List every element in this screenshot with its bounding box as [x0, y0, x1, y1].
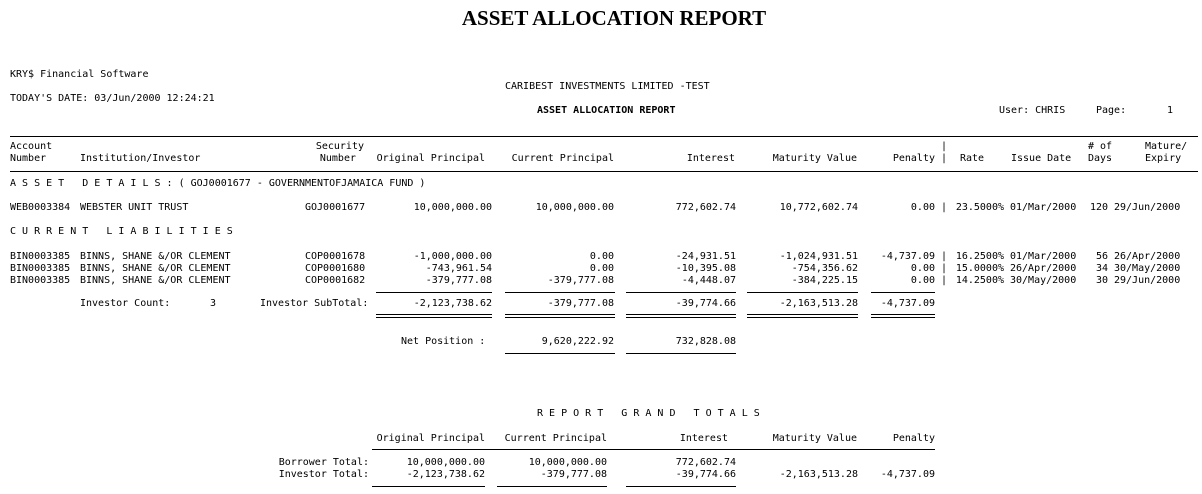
issue-date: 30/May/2000: [1010, 275, 1077, 286]
grand-totals-heading: R E P O R T G R A N D T O T A L S: [537, 408, 760, 419]
security-number: GOJ0001677: [305, 202, 366, 213]
subtotal-double-rule-maturity: [747, 314, 858, 318]
investor-total-interest: -39,774.66: [675, 469, 736, 480]
security-number: COP0001682: [305, 275, 366, 286]
days: 56: [1095, 251, 1108, 262]
gt-rule-original: [372, 486, 485, 487]
issue-date: 01/Mar/2000: [1010, 251, 1077, 262]
col-days-line1: # of: [1088, 141, 1113, 152]
net-position-rule-interest: [626, 353, 736, 354]
gt-col-original: Original Principal: [376, 433, 485, 444]
company-name: CARIBEST INVESTMENTS LIMITED -TEST: [505, 81, 710, 92]
col-separator-line1: |: [941, 141, 948, 152]
subtotal-double-rule-original: [376, 314, 492, 318]
col-separator-line2: |: [941, 153, 948, 164]
original-principal: -1,000,000.00: [413, 251, 492, 262]
col-institution: Institution/Investor: [80, 153, 201, 164]
institution-name: BINNS, SHANE &/OR CLEMENT: [80, 263, 231, 274]
col-account-line1: Account: [10, 141, 53, 152]
subtotal-double-rule-current: [505, 314, 615, 318]
page-number: 1: [1166, 105, 1173, 116]
gt-col-maturity: Maturity Value: [772, 433, 857, 444]
days: 120: [1089, 202, 1108, 213]
maturity-value: 10,772,602.74: [779, 202, 858, 213]
asset-details-heading: A S S E T D E T A I L S : ( GOJ0001677 - GOVERNMENTOFJAMAICA FUND ): [10, 178, 426, 189]
security-number: COP0001678: [305, 251, 366, 262]
days: 34: [1095, 263, 1108, 274]
report-subtitle: ASSET ALLOCATION REPORT: [537, 105, 676, 116]
subtotal-maturity: -2,163,513.28: [779, 298, 858, 309]
account-number: BIN0003385: [10, 275, 71, 286]
mature-date: 29/Jun/2000: [1114, 275, 1181, 286]
separator: |: [941, 263, 948, 274]
institution-name: BINNS, SHANE &/OR CLEMENT: [80, 251, 231, 262]
col-rate: Rate: [960, 153, 985, 164]
separator: |: [941, 275, 948, 286]
institution-name: WEBSTER UNIT TRUST: [80, 202, 189, 213]
original-principal: -379,777.08: [425, 275, 492, 286]
current-principal: -379,777.08: [547, 275, 614, 286]
issue-date: 26/Apr/2000: [1010, 263, 1077, 274]
rate: 15.0000%: [955, 263, 1004, 274]
net-position-current: 9,620,222.92: [541, 336, 614, 347]
col-original-principal: Original Principal: [376, 153, 485, 164]
net-position-label: Net Position :: [401, 336, 486, 347]
investor-count-label: Investor Count:: [80, 298, 171, 309]
header-bottom-rule: [10, 171, 1198, 172]
net-position-interest: 732,828.08: [675, 336, 736, 347]
subtotal-penalty: -4,737.09: [880, 298, 935, 309]
penalty: 0.00: [910, 202, 935, 213]
col-mature-line2: Expiry: [1145, 153, 1182, 164]
maturity-value: -384,225.15: [791, 275, 858, 286]
mature-date: 26/Apr/2000: [1114, 251, 1181, 262]
days: 30: [1095, 275, 1108, 286]
col-mature-line1: Mature/: [1145, 141, 1188, 152]
account-number: BIN0003385: [10, 251, 71, 262]
interest: -10,395.08: [675, 263, 736, 274]
liabilities-heading: C U R R E N T L I A B I L I T I E S: [10, 226, 233, 237]
original-principal: -743,961.54: [425, 263, 492, 274]
col-issue-date: Issue Date: [1011, 153, 1072, 164]
interest: -24,931.51: [675, 251, 736, 262]
borrower-total-label: Borrower Total:: [278, 457, 369, 468]
report-date: TODAY'S DATE: 03/Jun/2000 12:24:21: [10, 93, 215, 104]
page-label: Page:: [1096, 105, 1127, 116]
current-principal: 10,000,000.00: [535, 202, 614, 213]
account-number: WEB0003384: [10, 202, 71, 213]
current-principal: 0.00: [589, 263, 614, 274]
col-current-principal: Current Principal: [511, 153, 614, 164]
interest: 772,602.74: [675, 202, 736, 213]
penalty: 0.00: [910, 275, 935, 286]
separator: |: [941, 251, 948, 262]
borrower-total-current: 10,000,000.00: [528, 457, 607, 468]
subtotal-interest: -39,774.66: [675, 298, 736, 309]
col-maturity-value: Maturity Value: [772, 153, 857, 164]
grand-totals-header-rule: [372, 449, 935, 450]
original-principal: 10,000,000.00: [413, 202, 492, 213]
col-days-line2: Days: [1088, 153, 1113, 164]
penalty: 0.00: [910, 263, 935, 274]
subtotal-rule-interest: [626, 292, 736, 293]
subtotal-current: -379,777.08: [547, 298, 614, 309]
current-principal: 0.00: [589, 251, 614, 262]
investor-count-value: 3: [209, 298, 216, 309]
col-security-line2: Number: [319, 153, 356, 164]
issue-date: 01/Mar/2000: [1010, 202, 1077, 213]
gt-col-interest: Interest: [679, 433, 728, 444]
mature-date: 30/May/2000: [1114, 263, 1181, 274]
maturity-value: -1,024,931.51: [779, 251, 858, 262]
subtotal-double-rule-interest: [626, 314, 736, 318]
maturity-value: -754,356.62: [791, 263, 858, 274]
subtotal-rule-original: [376, 292, 492, 293]
separator: |: [941, 202, 948, 213]
gt-rule-interest: [626, 486, 736, 487]
investor-total-current: -379,777.08: [540, 469, 607, 480]
subtotal-rule-penalty: [871, 292, 935, 293]
security-number: COP0001680: [305, 263, 366, 274]
subtotal-rule-current: [505, 292, 615, 293]
col-security-line1: Security: [315, 141, 364, 152]
header-top-rule: [10, 136, 1198, 137]
col-account-line2: Number: [10, 153, 47, 164]
gt-col-current: Current Principal: [504, 433, 607, 444]
gt-col-penalty: Penalty: [892, 433, 935, 444]
investor-total-maturity: -2,163,513.28: [779, 469, 858, 480]
borrower-total-original: 10,000,000.00: [406, 457, 485, 468]
investor-total-label: Investor Total:: [278, 469, 369, 480]
rate: 23.5000%: [955, 202, 1004, 213]
mature-date: 29/Jun/2000: [1114, 202, 1181, 213]
col-interest: Interest: [686, 153, 735, 164]
account-number: BIN0003385: [10, 263, 71, 274]
report-title: ASSET ALLOCATION REPORT: [461, 6, 767, 30]
subtotal-rule-maturity: [747, 292, 858, 293]
subtotal-double-rule-penalty: [871, 314, 935, 318]
subtotal-label: Investor SubTotal:: [260, 298, 369, 309]
net-position-rule-current: [505, 353, 615, 354]
investor-total-original: -2,123,738.62: [406, 469, 485, 480]
borrower-total-interest: 772,602.74: [675, 457, 736, 468]
gt-rule-current: [497, 486, 607, 487]
user-label: User: CHRIS: [999, 105, 1066, 116]
interest: -4,448.07: [681, 275, 736, 286]
investor-total-penalty: -4,737.09: [880, 469, 935, 480]
subtotal-original: -2,123,738.62: [413, 298, 492, 309]
rate: 14.2500%: [955, 275, 1004, 286]
institution-name: BINNS, SHANE &/OR CLEMENT: [80, 275, 231, 286]
rate: 16.2500%: [955, 251, 1004, 262]
software-name: KRY$ Financial Software: [10, 69, 149, 80]
col-penalty: Penalty: [892, 153, 935, 164]
penalty: -4,737.09: [880, 251, 935, 262]
